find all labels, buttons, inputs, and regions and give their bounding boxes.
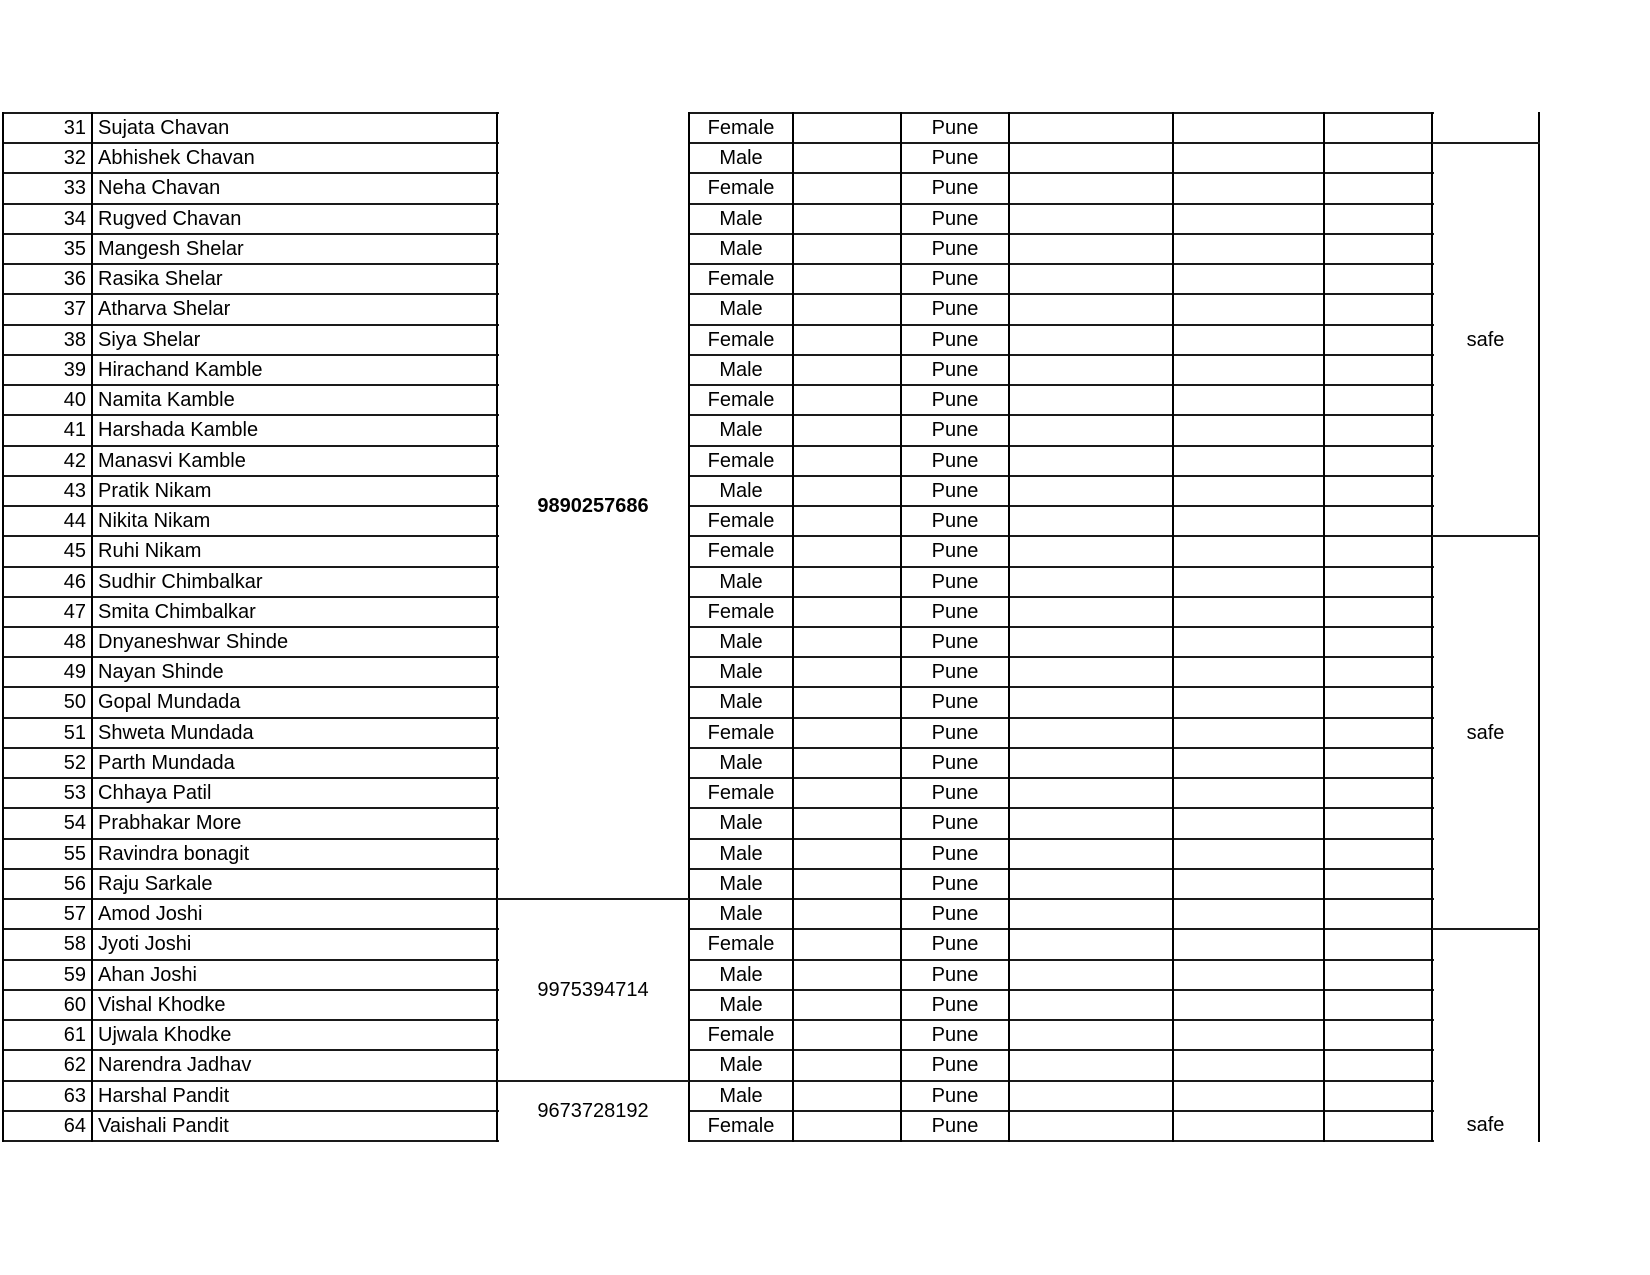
row-number: 37 bbox=[63, 298, 86, 321]
city: Pune bbox=[931, 570, 979, 593]
row-divider bbox=[3, 838, 499, 840]
column-divider bbox=[91, 112, 93, 1142]
city: Pune bbox=[931, 389, 979, 412]
group-divider bbox=[497, 898, 689, 900]
row-divider bbox=[3, 989, 499, 991]
city: Pune bbox=[931, 963, 979, 986]
row-divider bbox=[3, 1110, 499, 1112]
city: Pune bbox=[931, 812, 979, 835]
city: Pune bbox=[931, 872, 979, 895]
person-name: Harshada Kamble bbox=[98, 419, 259, 442]
gender: Male bbox=[719, 358, 763, 381]
gender: Male bbox=[719, 147, 763, 170]
row-number: 50 bbox=[63, 691, 86, 714]
person-name: Sudhir Chimbalkar bbox=[98, 570, 263, 593]
status-label: safe bbox=[1466, 1113, 1505, 1136]
row-number: 51 bbox=[63, 721, 86, 744]
row-divider bbox=[3, 354, 499, 356]
person-name: Ahan Joshi bbox=[98, 963, 197, 986]
row-number: 43 bbox=[63, 479, 86, 502]
column-divider bbox=[1323, 112, 1325, 1142]
person-name: Chhaya Patil bbox=[98, 782, 212, 805]
row-number: 59 bbox=[63, 963, 86, 986]
group-divider bbox=[1432, 928, 1540, 930]
gender: Male bbox=[719, 963, 763, 986]
gender: Male bbox=[719, 237, 763, 260]
city: Pune bbox=[931, 1084, 979, 1107]
gender: Male bbox=[719, 812, 763, 835]
person-name: Narendra Jadhav bbox=[98, 1054, 252, 1077]
group-divider bbox=[497, 1080, 689, 1082]
person-name: Atharva Shelar bbox=[98, 298, 231, 321]
row-number: 31 bbox=[63, 117, 86, 139]
row-divider bbox=[3, 626, 499, 628]
person-name: Abhishek Chavan bbox=[98, 147, 255, 170]
person-name: Siya Shelar bbox=[98, 328, 201, 351]
row-divider bbox=[3, 172, 499, 174]
person-name: Parth Mundada bbox=[98, 751, 235, 774]
group-divider bbox=[1432, 535, 1540, 537]
row-number: 57 bbox=[63, 903, 86, 926]
city: Pune bbox=[931, 207, 979, 230]
city: Pune bbox=[931, 419, 979, 442]
person-name: Hirachand Kamble bbox=[98, 358, 263, 381]
person-name: Dnyaneshwar Shinde bbox=[98, 630, 289, 653]
row-divider bbox=[3, 293, 499, 295]
phone-number: 9673728192 bbox=[537, 1099, 649, 1122]
city: Pune bbox=[931, 117, 979, 139]
city: Pune bbox=[931, 600, 979, 623]
row-divider bbox=[3, 868, 499, 870]
city: Pune bbox=[931, 510, 979, 533]
person-name: Harshal Pandit bbox=[98, 1084, 230, 1107]
city: Pune bbox=[931, 661, 979, 684]
gender: Female bbox=[707, 1024, 775, 1047]
person-name: Nikita Nikam bbox=[98, 510, 211, 533]
person-name: Ujwala Khodke bbox=[98, 1024, 232, 1047]
row-number: 55 bbox=[63, 842, 86, 865]
row-divider bbox=[3, 898, 499, 900]
row-number: 42 bbox=[63, 449, 86, 472]
gender: Female bbox=[707, 933, 775, 956]
city: Pune bbox=[931, 782, 979, 805]
row-divider bbox=[3, 807, 499, 809]
column-divider bbox=[900, 112, 902, 1142]
column-divider bbox=[1008, 112, 1010, 1142]
row-divider bbox=[3, 112, 499, 114]
person-name: Ravindra bonagit bbox=[98, 842, 250, 865]
row-divider bbox=[3, 1080, 499, 1082]
row-number: 56 bbox=[63, 872, 86, 895]
person-name: Rugved Chavan bbox=[98, 207, 242, 230]
gender: Male bbox=[719, 1084, 763, 1107]
person-name: Manasvi Kamble bbox=[98, 449, 246, 472]
row-number: 39 bbox=[63, 358, 86, 381]
person-name: Jyoti Joshi bbox=[98, 933, 192, 956]
person-name: Pratik Nikam bbox=[98, 479, 212, 502]
row-divider bbox=[3, 747, 499, 749]
gender: Female bbox=[707, 782, 775, 805]
group-divider bbox=[1432, 142, 1540, 144]
row-divider bbox=[3, 263, 499, 265]
city: Pune bbox=[931, 237, 979, 260]
row-divider bbox=[3, 686, 499, 688]
city: Pune bbox=[931, 268, 979, 291]
city: Pune bbox=[931, 479, 979, 502]
person-name: Vaishali Pandit bbox=[98, 1114, 229, 1137]
gender: Female bbox=[707, 600, 775, 623]
gender: Male bbox=[719, 630, 763, 653]
row-divider bbox=[3, 1049, 499, 1051]
gender: Female bbox=[707, 268, 775, 291]
city: Pune bbox=[931, 1114, 979, 1137]
person-name: Shweta Mundada bbox=[98, 721, 254, 744]
gender: Male bbox=[719, 570, 763, 593]
row-divider bbox=[3, 142, 499, 144]
gender: Male bbox=[719, 479, 763, 502]
row-divider bbox=[3, 324, 499, 326]
city: Pune bbox=[931, 1024, 979, 1047]
phone-number: 9890257686 bbox=[537, 495, 649, 518]
city: Pune bbox=[931, 903, 979, 926]
city: Pune bbox=[931, 147, 979, 170]
row-number: 40 bbox=[63, 389, 86, 412]
phone-number: 9975394714 bbox=[537, 978, 649, 1001]
person-name: Rasika Shelar bbox=[98, 268, 223, 291]
city: Pune bbox=[931, 993, 979, 1016]
column-divider bbox=[2, 112, 4, 1142]
gender: Female bbox=[707, 540, 775, 563]
row-number: 34 bbox=[63, 207, 86, 230]
row-number: 61 bbox=[63, 1024, 86, 1047]
row-number: 38 bbox=[63, 328, 86, 351]
row-number: 49 bbox=[63, 661, 86, 684]
row-number: 58 bbox=[63, 933, 86, 956]
person-name: Namita Kamble bbox=[98, 389, 235, 412]
row-divider bbox=[3, 203, 499, 205]
row-divider bbox=[3, 445, 499, 447]
gender: Female bbox=[707, 177, 775, 200]
row-number: 60 bbox=[63, 993, 86, 1016]
row-divider bbox=[3, 475, 499, 477]
column-divider bbox=[1538, 112, 1540, 1142]
city: Pune bbox=[931, 751, 979, 774]
row-divider bbox=[3, 717, 499, 719]
row-number: 63 bbox=[63, 1084, 86, 1107]
city: Pune bbox=[931, 842, 979, 865]
gender: Male bbox=[719, 691, 763, 714]
city: Pune bbox=[931, 540, 979, 563]
city: Pune bbox=[931, 449, 979, 472]
row-number: 45 bbox=[63, 540, 86, 563]
gender: Male bbox=[719, 872, 763, 895]
gender: Male bbox=[719, 751, 763, 774]
row-number: 41 bbox=[63, 419, 86, 442]
row-divider bbox=[3, 384, 499, 386]
city: Pune bbox=[931, 177, 979, 200]
row-number: 47 bbox=[63, 600, 86, 623]
column-divider bbox=[792, 112, 794, 1142]
row-number: 48 bbox=[63, 630, 86, 653]
gender: Female bbox=[707, 117, 775, 139]
gender: Female bbox=[707, 389, 775, 412]
city: Pune bbox=[931, 358, 979, 381]
gender: Female bbox=[707, 721, 775, 744]
row-number: 52 bbox=[63, 751, 86, 774]
gender: Male bbox=[719, 842, 763, 865]
row-number: 33 bbox=[63, 177, 86, 200]
row-number: 46 bbox=[63, 570, 86, 593]
table-bottom-border bbox=[3, 1140, 499, 1142]
gender: Male bbox=[719, 298, 763, 321]
row-number: 64 bbox=[63, 1114, 86, 1137]
gender: Male bbox=[719, 207, 763, 230]
gender: Female bbox=[707, 328, 775, 351]
row-divider bbox=[3, 535, 499, 537]
column-divider bbox=[688, 112, 690, 1142]
row-divider bbox=[3, 566, 499, 568]
person-name: Ruhi Nikam bbox=[98, 540, 202, 563]
city: Pune bbox=[931, 298, 979, 321]
row-divider bbox=[3, 233, 499, 235]
gender: Female bbox=[707, 1114, 775, 1137]
gender: Male bbox=[719, 419, 763, 442]
row-divider bbox=[3, 414, 499, 416]
city: Pune bbox=[931, 630, 979, 653]
row-number: 32 bbox=[63, 147, 86, 170]
row-divider bbox=[3, 656, 499, 658]
row-divider bbox=[3, 505, 499, 507]
row-divider bbox=[3, 1019, 499, 1021]
gender: Male bbox=[719, 993, 763, 1016]
row-divider bbox=[3, 959, 499, 961]
row-number: 62 bbox=[63, 1054, 86, 1077]
status-label: safe bbox=[1466, 721, 1505, 744]
column-divider bbox=[1431, 112, 1433, 1142]
row-number: 36 bbox=[63, 268, 86, 291]
row-number: 54 bbox=[63, 812, 86, 835]
city: Pune bbox=[931, 328, 979, 351]
gender: Male bbox=[719, 661, 763, 684]
person-name: Nayan Shinde bbox=[98, 661, 224, 684]
row-number: 53 bbox=[63, 782, 86, 805]
gender: Male bbox=[719, 1054, 763, 1077]
person-name: Neha Chavan bbox=[98, 177, 221, 200]
row-number: 35 bbox=[63, 237, 86, 260]
person-name: Mangesh Shelar bbox=[98, 237, 244, 260]
row-divider bbox=[3, 928, 499, 930]
person-name: Sujata Chavan bbox=[98, 117, 230, 139]
city: Pune bbox=[931, 721, 979, 744]
row-number: 44 bbox=[63, 510, 86, 533]
gender: Female bbox=[707, 510, 775, 533]
gender: Female bbox=[707, 449, 775, 472]
person-name: Amod Joshi bbox=[98, 903, 203, 926]
status-label: safe bbox=[1466, 328, 1505, 351]
city: Pune bbox=[931, 933, 979, 956]
gender: Male bbox=[719, 903, 763, 926]
city: Pune bbox=[931, 691, 979, 714]
person-name: Vishal Khodke bbox=[98, 993, 226, 1016]
column-divider bbox=[1172, 112, 1174, 1142]
row-divider bbox=[3, 596, 499, 598]
city: Pune bbox=[931, 1054, 979, 1077]
person-name: Raju Sarkale bbox=[98, 872, 213, 895]
row-divider bbox=[3, 777, 499, 779]
person-name: Smita Chimbalkar bbox=[98, 600, 256, 623]
person-name: Gopal Mundada bbox=[98, 691, 241, 714]
person-name: Prabhakar More bbox=[98, 812, 242, 835]
